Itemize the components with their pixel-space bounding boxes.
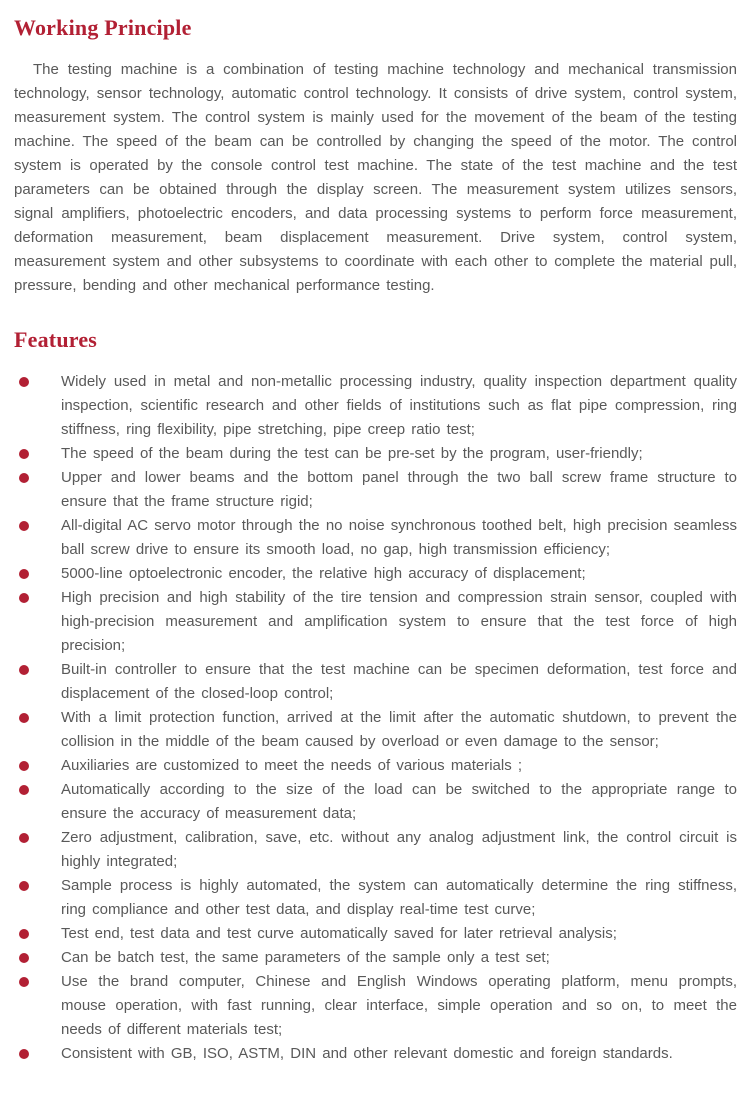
features-heading: Features	[14, 327, 98, 352]
list-item	[14, 970, 737, 1042]
list-item	[14, 562, 737, 586]
list-item	[14, 466, 737, 514]
list-item	[14, 586, 737, 658]
list-item	[14, 826, 737, 874]
feature-item-text: Widely used in metal and non-metallic processing industry, quality inspection department quality inspection, scientific research and other fields of institutions such as flat pipe compression, ring stiffness, ring flexibility, pipe stretching, pipe creep ratio test;	[61, 373, 737, 438]
list-item	[14, 514, 737, 562]
bullet-icon	[19, 929, 29, 939]
feature-item-text: Zero adjustment, calibration, save, etc. without any analog adjustment link, the control circuit is highly integrated;	[61, 829, 737, 870]
bullet-icon	[19, 449, 29, 459]
bullet-icon	[19, 713, 29, 723]
bullet-icon	[19, 953, 29, 963]
feature-item-text: Upper and lower beams and the bottom panel through the two ball screw frame structure to ensure that the frame structure rigid;	[61, 469, 737, 510]
feature-item-text: Can be batch test, the same parameters of the sample only a test set;	[61, 949, 550, 966]
bullet-icon	[19, 833, 29, 843]
feature-item-text: Automatically according to the size of the load can be switched to the appropriate range to ensure the accuracy of measurement data;	[61, 781, 737, 822]
bullet-icon	[19, 377, 29, 387]
list-item	[14, 370, 737, 442]
feature-item-text: Test end, test data and test curve automatically saved for later retrieval analysis;	[61, 925, 617, 942]
feature-item-text: Consistent with GB, ISO, ASTM, DIN and other relevant domestic and foreign standards.	[61, 1045, 673, 1062]
list-item	[14, 946, 737, 970]
list-item	[14, 922, 737, 946]
bullet-icon	[19, 593, 29, 603]
feature-item-text: Sample process is highly automated, the system can automatically determine the ring stiffness, ring compliance and other test data, and display real-time test curve;	[61, 877, 737, 918]
bullet-icon	[19, 881, 29, 891]
feature-item-text: The speed of the beam during the test can be pre-set by the program, user-friendly;	[61, 445, 643, 462]
feature-item-text: 5000-line optoelectronic encoder, the relative high accuracy of displacement;	[61, 565, 586, 582]
bullet-icon	[19, 473, 29, 483]
feature-item-text: Use the brand computer, Chinese and English Windows operating platform, menu prompts, mouse operation, with fast running, clear interface, simple operation and so on, to meet the needs of different materials test;	[61, 973, 737, 1038]
feature-item-text: All-digital AC servo motor through the no noise synchronous toothed belt, high precision seamless ball screw drive to ensure its smooth load, no gap, high transmission efficiency;	[61, 517, 737, 558]
bullet-icon	[19, 785, 29, 795]
feature-item-text: Built-in controller to ensure that the test machine can be specimen deformation, test force and displacement of the closed-loop control;	[61, 661, 737, 702]
working-principle-heading: Working Principle	[14, 15, 192, 40]
list-item	[14, 754, 737, 778]
list-item	[14, 658, 737, 706]
bullet-icon	[19, 977, 29, 987]
feature-list	[14, 370, 737, 1066]
bullet-icon	[19, 761, 29, 771]
bullet-icon	[19, 1049, 29, 1059]
bullet-icon	[19, 665, 29, 675]
bullet-icon	[19, 569, 29, 579]
feature-item-text: Auxiliaries are customized to meet the needs of various materials ;	[61, 757, 523, 774]
list-item	[14, 1042, 737, 1066]
list-item	[14, 778, 737, 826]
feature-item-text: High precision and high stability of the tire tension and compression strain sensor, coupled with high-precision measurement and amplification system to ensure that the test force of high precision;	[61, 589, 737, 654]
list-item	[14, 442, 737, 466]
working-principle-paragraph: The testing machine is a combination of testing machine technology and mechanical transmission technology, sensor technology, automatic control technology. It consists of drive system, control system, measurement system. The control system is mainly used for the movement of the beam of the testing machine. The speed of the beam can be controlled by changing the speed of the motor. The control system is operated by the console control test machine. The state of the test machine and the test parameters can be obtained through the display screen. The measurement system utilizes sensors, signal amplifiers, photoelectric encoders, and data processing systems to perform force measurement, deformation measurement, beam displacement measurement. Drive system, control system, measurement system and other subsystems to coordinate with each other to complete the material pull, pressure, bending and other mechanical performance testing.	[14, 61, 737, 294]
list-item	[14, 706, 737, 754]
bullet-icon	[19, 521, 29, 531]
feature-item-text: With a limit protection function, arrived at the limit after the automatic shutdown, to prevent the collision in the middle of the beam caused by overload or even damage to the sensor;	[61, 709, 737, 750]
list-item	[14, 874, 737, 922]
